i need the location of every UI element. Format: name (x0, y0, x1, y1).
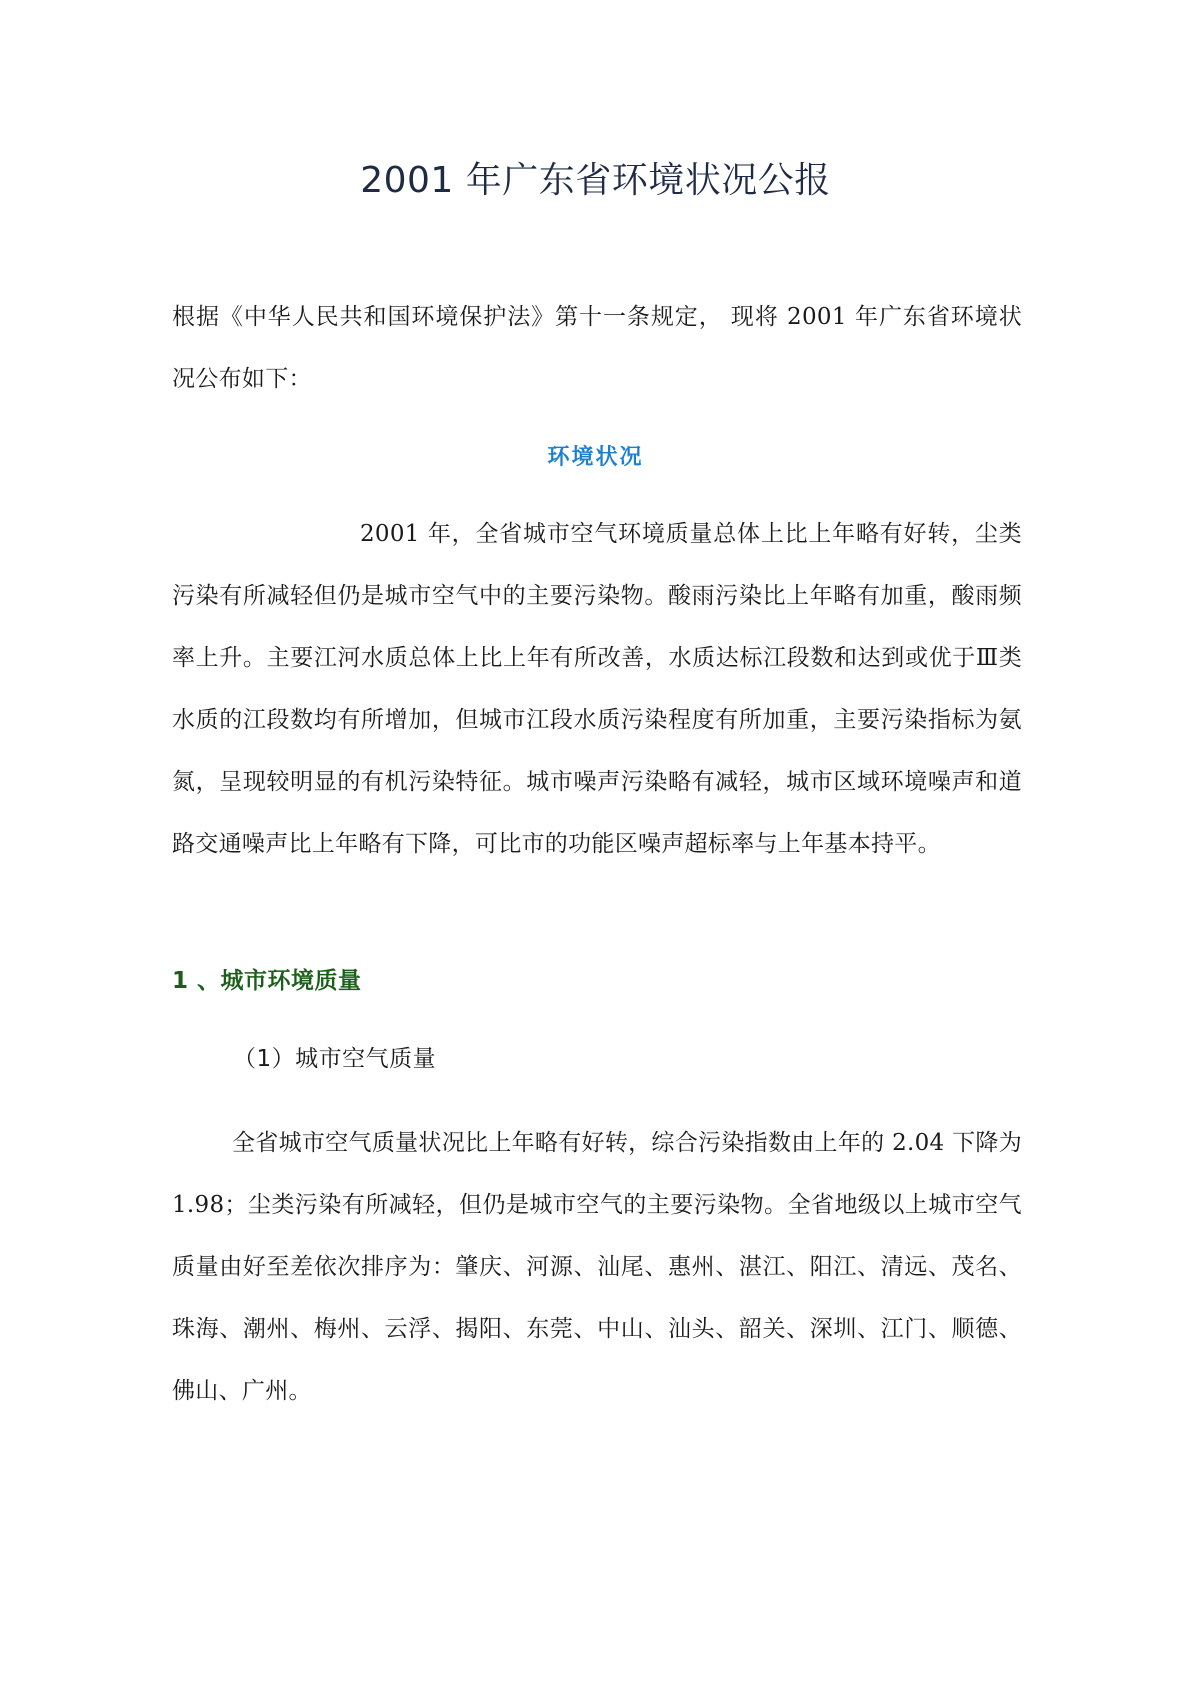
document-title: 2001 年广东省环境状况公报 (360, 160, 831, 201)
air-quality-paragraph (172, 1112, 1022, 1422)
heading-1: 1 、城市环境质量 (172, 968, 362, 994)
summary-paragraph (172, 503, 1022, 875)
section-heading: 环境状况 (547, 444, 644, 470)
intro-paragraph: 根据《中华人民共和国环境保护法》第十一条规定， 现将 2001 年广东省环境状况公布如下： (172, 304, 1022, 392)
heading-2: （1）城市空气质量 (233, 1046, 437, 1072)
summary-text: 2001 年，全省城市空气环境质量总体上比上年略有好转，尘类污染有所减轻但仍是城市空气中的主要污染物。酸雨污染比上年略有加重，酸雨频率上升。主要江河水质总体上比上年有所改善，水质达标江段数和达到或优于Ⅲ类水质的江段数均有所增加，但城市江段水质污染程度有所加重，主要污染指标为氨氮，呈现较明显的有机污染特征。城市噪声污染略有减轻，城市区域环境噪声和道路交通噪声比上年略有下降，可比市的功能区噪声超标率与上年基本持平。 (172, 521, 1022, 857)
air-quality-text: 全省城市空气质量状况比上年略有好转，综合污染指数由上年的 2.04 下降为 1.98；尘类污染有所减轻，但仍是城市空气的主要污染物。全省地级以上城市空气质量由好至差依次排序为：肇庆、河源、汕尾、惠州、湛江、阳江、清远、茂名、珠海、潮州、梅州、云浮、揭阳、东莞、中山、汕头、韶关、深圳、江门、顺德、佛山、广州。 (172, 1130, 1022, 1404)
